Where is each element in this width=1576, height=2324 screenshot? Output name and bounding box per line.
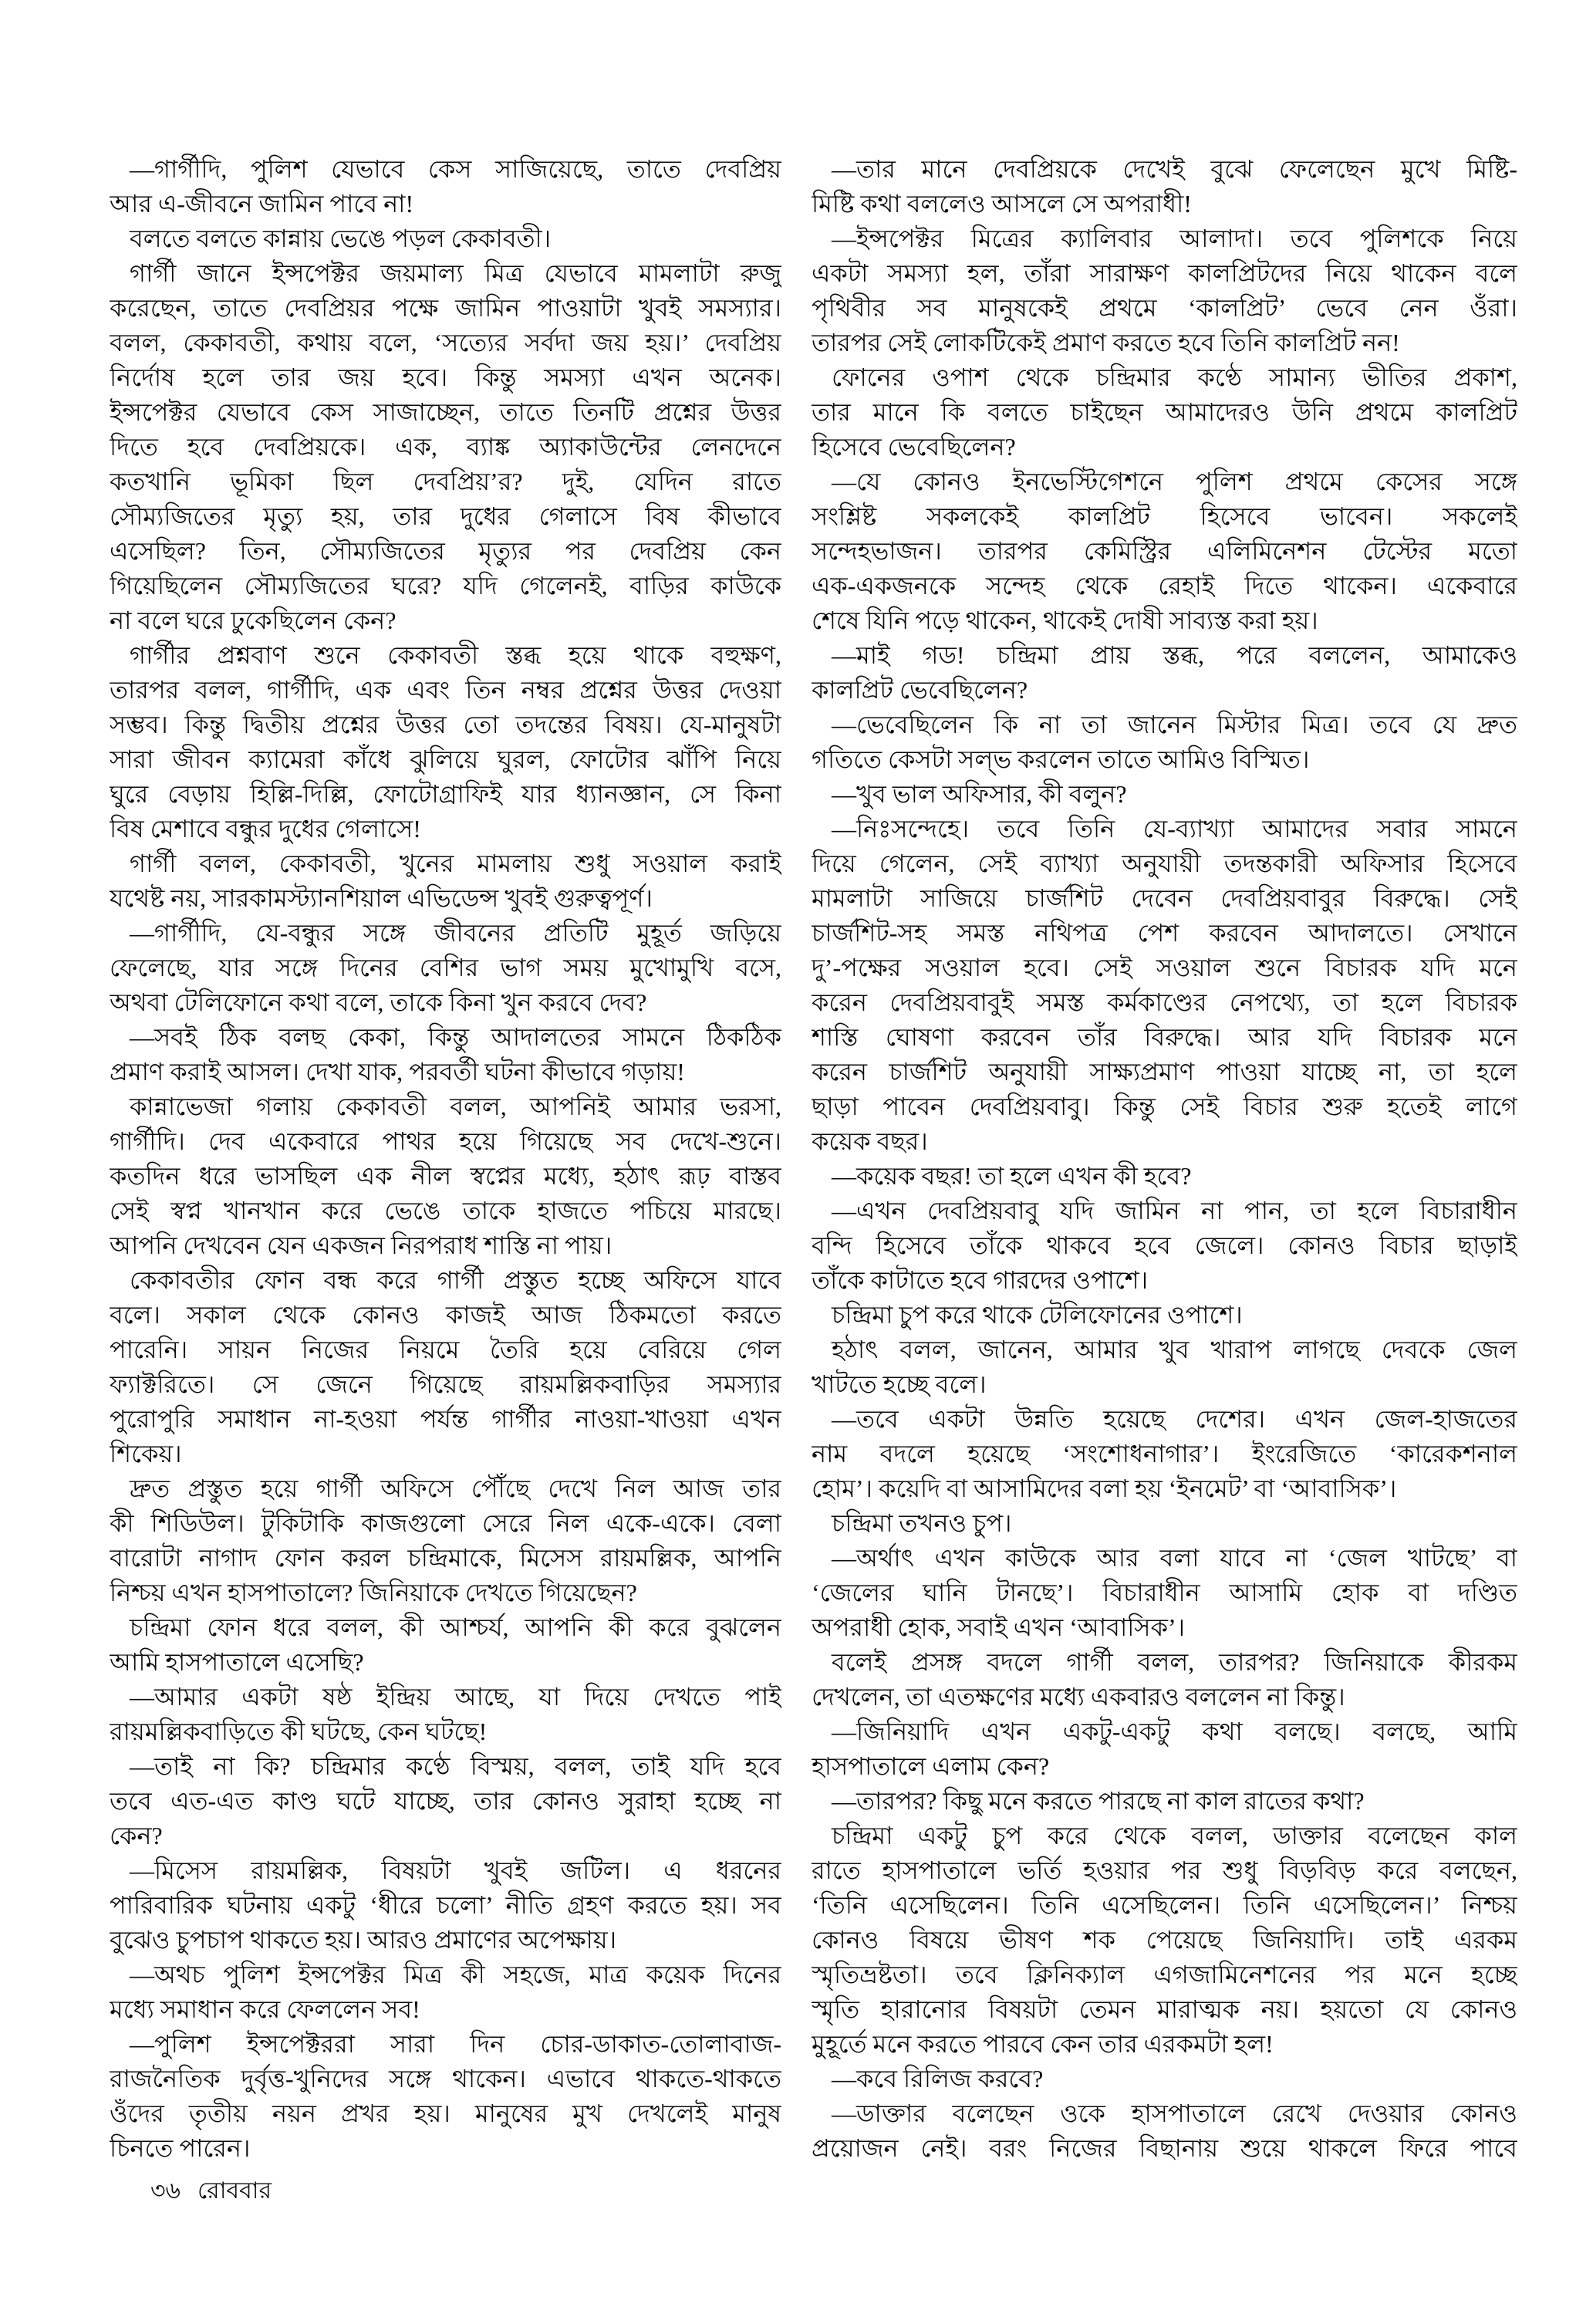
text-line: শিকেয়।: [110, 1440, 182, 1468]
text-line: মুহূর্তে মনে করতে পারবে কেন তার এরকমটা হল!: [812, 2030, 1274, 2058]
text-line: ছাড়া পাবেন দেবপ্রিয়বাবু। কিন্তু সেই বিচার শুরু হতেই লাগে: [812, 1093, 1517, 1120]
text-line: —গার্গীদি, যে-বন্ধুর সঙ্গে জীবনের প্রতিটি মুহূর্ত জড়িয়ে: [130, 919, 781, 947]
text-line: —তাই না কি? চন্দ্রিমার কণ্ঠে বিস্ময়, বলল, তাই যদি হবে: [130, 1752, 781, 1780]
text-line: —এখন দেবপ্রিয়বাবু যদি জামিন না পান, তা হলে বিচারাধীন: [832, 1197, 1517, 1224]
text-line: —মাই গড! চন্দ্রিমা প্রায় স্তব্ধ, পরে বললেন, আমাকেও: [832, 641, 1517, 669]
text-line: ফোনের ওপাশ থেকে চন্দ্রিমার কণ্ঠে সামান্য ভীতির প্রকাশ,: [832, 363, 1517, 391]
text-line: করেন দেবপ্রিয়বাবুই সমস্ত কর্মকাণ্ডের নেপথ্যে, তা হলে বিচারক: [812, 988, 1517, 1016]
text-line: ওঁদের তৃতীয় নয়ন প্রখর হয়। মানুষের মুখ দেখলেই মানুষ: [110, 2099, 781, 2127]
text-line: চার্জশিট-সহ সমস্ত নথিপত্র পেশ করবেন আদালতে। সেখানে: [812, 919, 1517, 947]
text-line: কয়েক বছর।: [812, 1127, 928, 1155]
text-line: আমি হাসপাতালে এসেছি?: [110, 1648, 364, 1676]
text-line: —গার্গীদি, পুলিশ যেভাবে কেস সাজিয়েছে, তাতে দেবপ্রিয়: [130, 155, 781, 183]
text-line: পারেনি। সায়ন নিজের নিয়মে তৈরি হয়ে বেরিয়ে গেল: [110, 1336, 781, 1363]
text-column-right: [812, 152, 1517, 2166]
text-line: চিনতে পারেন।: [110, 2134, 251, 2162]
text-line: বলল, কেকাবতী, কথায় বলে, ‘সত্যের সর্বদা জয় হয়।’ দেবপ্রিয়: [110, 329, 781, 356]
text-line: গার্গীর প্রশ্নবাণ শুনে কেকাবতী স্তব্ধ হয়ে থাকে বহুক্ষণ,: [130, 641, 781, 669]
text-line: তারপর সেই লোকটিকেই প্রমাণ করতে হবে তিনি কালপ্রিট নন!: [812, 329, 1400, 356]
text-line: সন্দেহভাজন। তারপর কেমিস্ট্রির এলিমিনেশন টেস্টের মতো: [812, 537, 1517, 565]
text-line: ‘তিনি এসেছিলেন। তিনি এসেছিলেন। তিনি এসেছিলেন।’ নিশ্চয়: [812, 1891, 1517, 1919]
text-line: নাম বদলে হয়েছে ‘সংশোধনাগার’। ইংরেজিতে ‘কারেকশনাল: [812, 1440, 1517, 1468]
text-line: —অর্থাৎ এখন কাউকে আর বলা যাবে না ‘জেল খাটছে’ বা: [832, 1544, 1517, 1572]
text-line: বলতে বলতে কান্নায় ভেঙে পড়ল কেকাবতী।: [130, 225, 552, 252]
text-line: —অথচ পুলিশ ইন্সপেক্টর মিত্র কী সহজে, মাত্র কয়েক দিনের: [130, 1961, 781, 1988]
text-line: চন্দ্রিমা চুপ করে থাকে টেলিফোনের ওপাশে।: [832, 1301, 1243, 1329]
text-line: —কয়েক বছর! তা হলে এখন কী হবে?: [832, 1162, 1192, 1190]
page-number: ৩৬: [150, 2178, 181, 2204]
text-line: দ্রুত প্রস্তুত হয়ে গার্গী অফিসে পৌঁছে দেখে নিল আজ তার: [130, 1474, 781, 1502]
text-line: দিতে হবে দেবপ্রিয়কে। এক, ব্যাঙ্ক অ্যাকাউন্টের লেনদেনে: [110, 433, 781, 461]
text-line: —মিসেস রায়মল্লিক, বিষয়টা খুবই জটিল। এ ধরনের: [130, 1856, 781, 1884]
text-line: কোনও বিষয়ে ভীষণ শক পেয়েছে জিনিয়াদি। তাই এরকম: [812, 1926, 1517, 1954]
text-line: রাতে হাসপাতালে ভর্তি হওয়ার পর শুধু বিড়বিড় করে বলছেন,: [812, 1856, 1517, 1884]
text-line: কতখানি ভূমিকা ছিল দেবপ্রিয়’র? দুই, যেদিন রাতে: [110, 468, 781, 495]
text-line: —সবই ঠিক বলছ কেকা, কিন্তু আদালতের সামনে ঠিকঠিক: [130, 1023, 781, 1051]
page-footer: [150, 2177, 272, 2205]
text-line: এসেছিল? তিন, সৌম্যজিতের মৃত্যুর পর দেবপ্রিয় কেন: [110, 537, 781, 565]
text-line: স্মৃতিভ্রষ্টতা। তবে ক্লিনিক্যাল এগজামিনেশনের পর মনে হচ্ছে: [812, 1961, 1517, 1988]
text-line: কী শিডিউল। টুকিটাকি কাজগুলো সেরে নিল একে-একে। বেলা: [110, 1509, 781, 1537]
text-line: —খুব ভাল অফিসার, কী বলুন?: [832, 780, 1127, 808]
text-line: নিশ্চয় এখন হাসপাতালে? জিনিয়াকে দেখতে গিয়েছেন?: [110, 1579, 637, 1606]
text-line: —নিঃসন্দেহে। তবে তিনি যে-ব্যাখ্যা আমাদের সবার সামনে: [832, 815, 1517, 843]
text-line: অথবা টেলিফোনে কথা বলে, তাকে কিনা খুন করবে দেব?: [110, 988, 647, 1016]
text-line: নির্দোষ হলে তার জয় হবে। কিন্তু সমস্যা এখন অনেক।: [110, 363, 781, 391]
text-line: আপনি দেখবেন যেন একজন নিরপরাধ শাস্তি না পায়।: [110, 1231, 613, 1259]
text-line: চন্দ্রিমা একটু চুপ করে থেকে বলল, ডাক্তার বলেছেন কাল: [832, 1822, 1517, 1849]
magazine-name: রোববার: [197, 2178, 272, 2204]
text-line: সংশ্লিষ্ট সকলকেই কালপ্রিট হিসেবে ভাবেন। সকলেই: [812, 502, 1517, 530]
text-line: তারপর বলল, গার্গীদি, এক এবং তিন নম্বর প্রশ্নের উত্তর দেওয়া: [110, 676, 781, 704]
text-line: কতদিন ধরে ভাসছিল এক নীল স্বপ্নের মধ্যে, হঠাৎ রূঢ় বাস্তব: [110, 1162, 781, 1190]
text-line: গার্গীদি। দেব একেবারে পাথর হয়ে গিয়েছে সব দেখে-শুনে।: [110, 1127, 781, 1155]
text-line: —তার মানে দেবপ্রিয়কে দেখেই বুঝে ফেলেছেন মুখে মিষ্টি-: [832, 155, 1517, 183]
text-line: হঠাৎ বলল, জানেন, আমার খুব খারাপ লাগছে দেবকে জেল: [832, 1336, 1517, 1363]
text-line: ফ্যাক্টরিতে। সে জেনে গিয়েছে রায়মল্লিকবাড়ির সমস্যার: [110, 1370, 781, 1398]
text-line: যথেষ্ট নয়, সারকামস্ট্যানশিয়াল এভিডেন্স খুবই গুরুত্বপূর্ণ।: [110, 884, 653, 912]
text-line: —ভেবেছিলেন কি না তা জানেন মিস্টার মিত্র। তবে যে দ্রুত: [832, 711, 1517, 738]
text-line: —ডাক্তার বলেছেন ওকে হাসপাতালে রেখে দেওয়ার কোনও: [832, 2099, 1517, 2127]
text-line: এক-একজনকে সন্দেহ থেকে রেহাই দিতে থাকেন। একেবারে: [812, 572, 1517, 600]
text-line: দু’-পক্ষের সওয়াল হবে। সেই সওয়াল শুনে বিচারক যদি মনে: [812, 954, 1517, 981]
text-line: সৌম্যজিতের মৃত্যু হয়, তার দুধের গেলাসে বিষ কীভাবে: [110, 502, 781, 530]
text-line: গিয়েছিলেন সৌম্যজিতের ঘরে? যদি গেলেনই, বাড়ির কাউকে: [110, 572, 781, 600]
text-line: মিষ্টি কথা বললেও আসলে সে অপরাধী!: [812, 190, 1192, 218]
text-line: —ইন্সপেক্টর মিত্রের ক্যালিবার আলাদা। তবে পুলিশকে নিয়ে: [832, 225, 1517, 252]
text-line: কালপ্রিট ভেবেছিলেন?: [812, 676, 1028, 704]
text-line: হোম’। কয়েদি বা আসামিদের বলা হয় ‘ইনমেট’ বা ‘আবাসিক’।: [812, 1474, 1397, 1502]
text-line: বুঝেও চুপচাপ থাকতে হয়। আরও প্রমাণের অপেক্ষায়।: [110, 1926, 617, 1954]
text-line: বিষ মেশাবে বন্ধুর দুধের গেলাসে!: [110, 815, 421, 843]
text-line: গার্গী জানে ইন্সপেক্টর জয়মাল্য মিত্র যেভাবে মামলাটা রুজু: [130, 259, 781, 287]
text-line: মামলাটা সাজিয়ে চার্জশিট দেবেন দেবপ্রিয়বাবুর বিরুদ্ধে। সেই: [812, 884, 1517, 912]
text-line: করেছেন, তাতে দেবপ্রিয়র পক্ষে জামিন পাওয়াটা খুবই সমস্যার।: [110, 294, 781, 322]
text-line: মধ্যে সমাধান করে ফেললেন সব!: [110, 1995, 420, 2023]
text-line: ‘জেলের ঘানি টানছে’। বিচারাধীন আসামি হোক বা দণ্ডিত: [812, 1579, 1517, 1606]
text-line: চন্দ্রিমা তখনও চুপ।: [832, 1509, 1012, 1537]
text-line: হাসপাতালে এলাম কেন?: [812, 1752, 1050, 1780]
text-line: না বলে ঘরে ঢুকেছিলেন কেন?: [110, 606, 397, 634]
text-line: চন্দ্রিমা ফোন ধরে বলল, কী আশ্চর্য, আপনি কী করে বুঝলেন: [130, 1613, 781, 1641]
text-line: তবে এত-এত কাণ্ড ঘটে যাচ্ছে, তার কোনও সুরাহা হচ্ছে না: [110, 1787, 781, 1815]
text-line: কান্নাভেজা গলায় কেকাবতী বলল, আপনিই আমার ভরসা,: [130, 1093, 781, 1120]
text-line: প্রমাণ করাই আসল। দেখা যাক, পরবর্তী ঘটনা কীভাবে গড়ায়!: [110, 1058, 685, 1086]
text-line: অপরাধী হোক, সবাই এখন ‘আবাসিক’।: [812, 1613, 1186, 1641]
text-line: —তারপর? কিছু মনে করতে পারছে না কাল রাতের কথা?: [832, 1787, 1365, 1815]
text-line: গতিতে কেসটা সল্‌ভ করলেন তাতে আমিও বিস্মিত।: [812, 745, 1310, 773]
text-line: সেই স্বপ্ন খানখান করে ভেঙে তাকে হাজতে পচিয়ে মারছে।: [110, 1197, 781, 1224]
text-line: করেন চার্জশিট অনুযায়ী সাক্ষ্যপ্রমাণ পাওয়া যাচ্ছে না, তা হলে: [812, 1058, 1517, 1086]
text-line: শেষে যিনি পড়ে থাকেন, থাকেই দোষী সাব্যস্ত করা হয়।: [812, 606, 1318, 634]
text-line: কেন?: [110, 1822, 163, 1849]
text-line: —জিনিয়াদি এখন একটু-একটু কথা বলছে। বলছে, আমি: [832, 1718, 1517, 1745]
text-line: —কবে রিলিজ করবে?: [832, 2065, 1044, 2093]
text-line: শাস্তি ঘোষণা করবেন তাঁর বিরুদ্ধে। আর যদি বিচারক মনে: [812, 1023, 1517, 1051]
text-line: সম্ভব। কিন্তু দ্বিতীয় প্রশ্নের উত্তর তো তদন্তের বিষয়। যে-মানুষটা: [110, 711, 781, 738]
text-line: দেখলেন, তা এতক্ষণের মধ্যে একবারও বললেন না কিন্তু।: [812, 1683, 1345, 1711]
text-line: পুরোপুরি সমাধান না-হওয়া পর্যন্ত গার্গীর নাওয়া-খাওয়া এখন: [110, 1405, 781, 1433]
text-line: —যে কোনও ইনভেস্টিগেশনে পুলিশ প্রথমে কেসের সঙ্গে: [832, 468, 1517, 495]
text-line: পৃথিবীর সব মানুষকেই প্রথমে ‘কালপ্রিট’ ভেবে নেন ওঁরা।: [812, 294, 1517, 322]
text-line: তাঁকে কাটাতে হবে গারদের ওপাশে।: [812, 1266, 1149, 1294]
text-line: আর এ-জীবনে জামিন পাবে না!: [110, 190, 414, 218]
text-line: তার মানে কি বলতে চাইছেন আমাদেরও উনি প্রথমে কালপ্রিট: [812, 398, 1517, 426]
text-line: বারোটা নাগাদ ফোন করল চন্দ্রিমাকে, মিসেস রায়মল্লিক, আপনি: [110, 1544, 781, 1572]
text-line: বলে। সকাল থেকে কোনও কাজই আজ ঠিকমতো করতে: [110, 1301, 781, 1329]
text-line: ইন্সপেক্টর যেভাবে কেস সাজাচ্ছেন, তাতে তিনটি প্রশ্নের উত্তর: [110, 398, 781, 426]
text-column-left: [110, 152, 781, 2166]
text-line: ঘুরে বেড়ায় হিল্লি-দিল্লি, ফোটোগ্রাফিই যার ধ্যানজ্ঞান, সে কিনা: [110, 780, 781, 808]
text-line: —তবে একটা উন্নতি হয়েছে দেশের। এখন জেল-হাজতের: [832, 1405, 1517, 1433]
text-line: প্রয়োজন নেই। বরং নিজের বিছানায় শুয়ে থাকলে ফিরে পাবে: [812, 2134, 1517, 2162]
text-line: সারা জীবন ক্যামেরা কাঁধে ঝুলিয়ে ঘুরল, ফোটোর ঝাঁপি নিয়ে: [110, 745, 781, 773]
text-line: —আমার একটা ষষ্ঠ ইন্দ্রিয় আছে, যা দিয়ে দেখতে পাই: [130, 1683, 781, 1711]
text-line: ফেলেছে, যার সঙ্গে দিনের বেশির ভাগ সময় মুখোমুখি বসে,: [110, 954, 781, 981]
text-line: —পুলিশ ইন্সপেক্টররা সারা দিন চোর-ডাকাত-তোলাবাজ-: [130, 2030, 781, 2058]
text-line: গার্গী বলল, কেকাবতী, খুনের মামলায় শুধু সওয়াল করাই: [130, 850, 781, 877]
text-line: রায়মল্লিকবাড়িতে কী ঘটছে, কেন ঘটছে!: [110, 1718, 488, 1745]
text-line: কেকাবতীর ফোন বন্ধ করে গার্গী প্রস্তুত হচ্ছে অফিসে যাবে: [130, 1266, 781, 1294]
text-line: স্মৃতি হারানোর বিষয়টা তেমন মারাত্মক নয়। হয়তো যে কোনও: [812, 1995, 1517, 2023]
text-line: বন্দি হিসেবে তাঁকে থাকবে হবে জেলে। কোনও বিচার ছাড়াই: [812, 1231, 1517, 1259]
text-line: হিসেবে ভেবেছিলেন?: [812, 433, 1016, 461]
text-line: রাজনৈতিক দুর্বৃত্ত-খুনিদের সঙ্গে থাকেন। এভাবে থাকতে-থাকতে: [110, 2065, 781, 2093]
text-line: খাটতে হচ্ছে বলে।: [812, 1370, 987, 1398]
text-line: দিয়ে গেলেন, সেই ব্যাখ্যা অনুযায়ী তদন্তকারী অফিসার হিসেবে: [812, 850, 1517, 877]
text-line: পারিবারিক ঘটনায় একটু ‘ধীরে চলো’ নীতি গ্রহণ করতে হয়। সব: [110, 1891, 781, 1919]
text-line: বলেই প্রসঙ্গ বদলে গার্গী বলল, তারপর? জিনিয়াকে কীরকম: [832, 1648, 1517, 1676]
text-line: একটা সমস্যা হল, তাঁরা সারাক্ষণ কালপ্রিটদের নিয়ে থাকেন বলে: [812, 259, 1517, 287]
